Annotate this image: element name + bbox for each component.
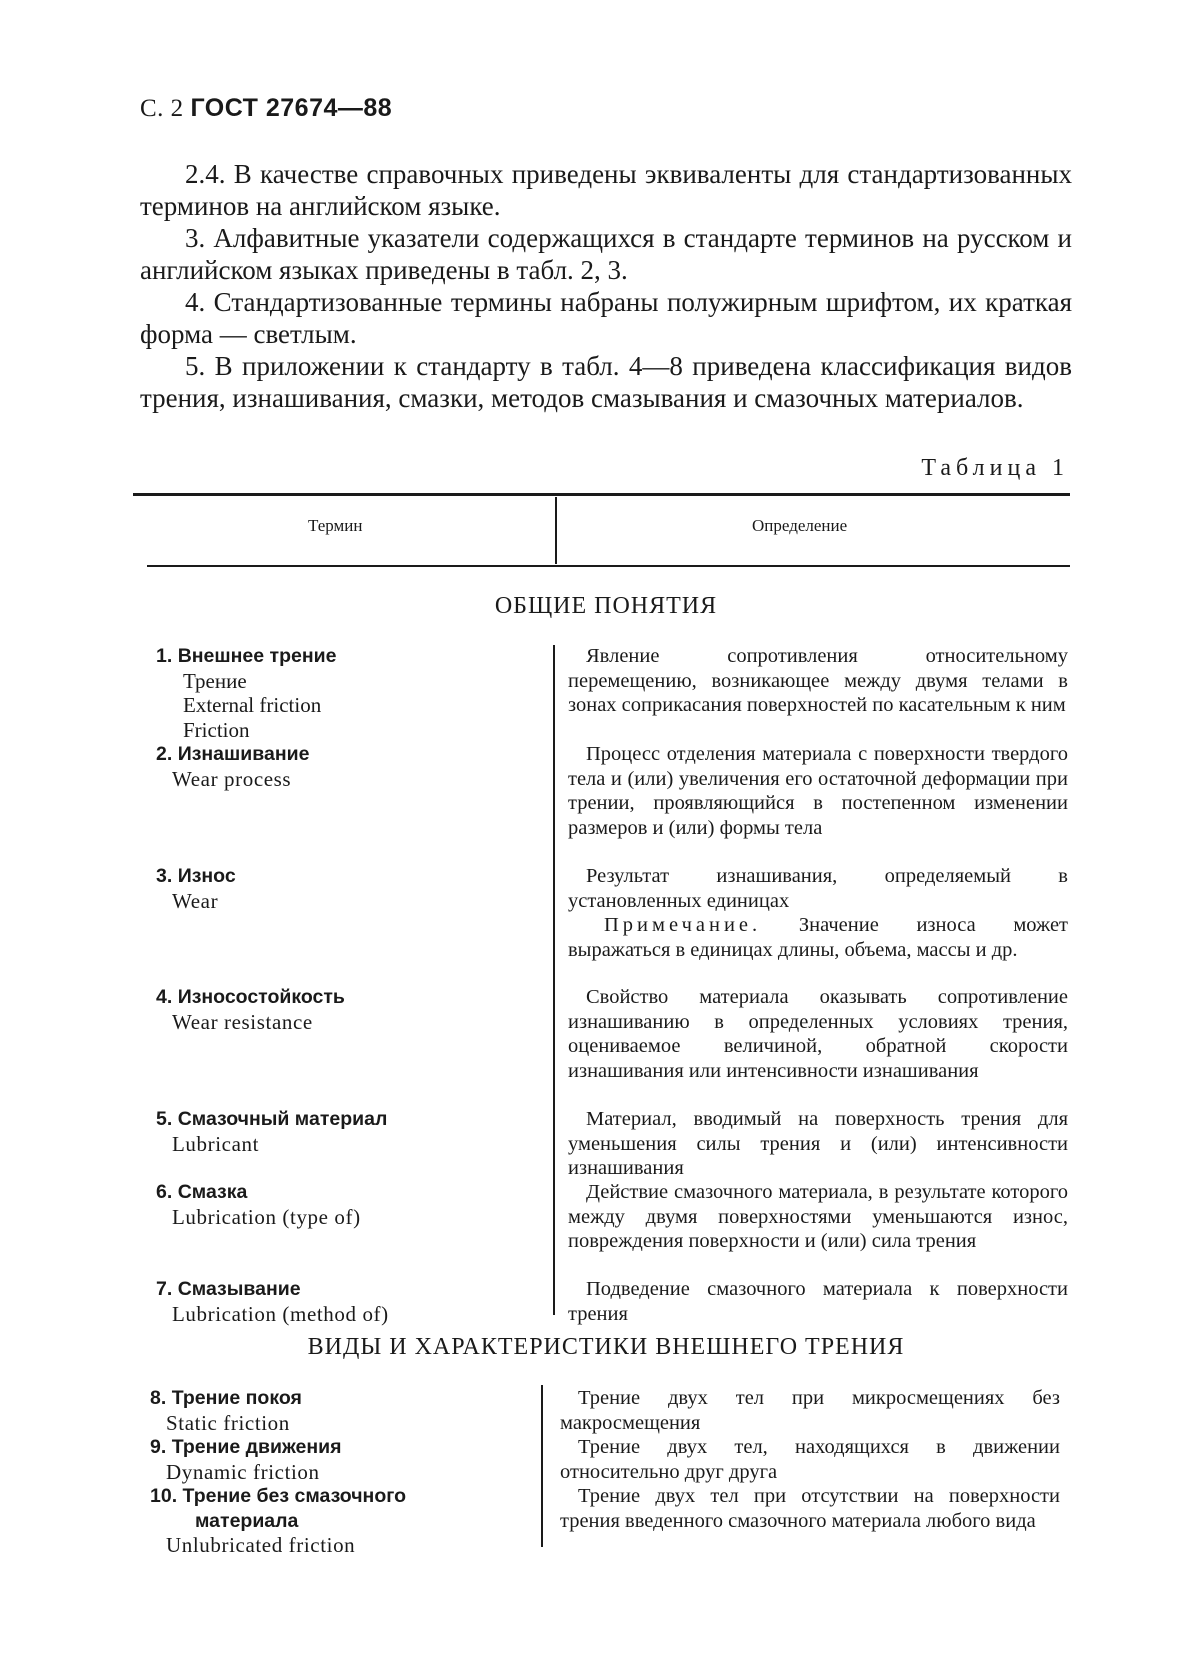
term-en: Static friction bbox=[166, 1410, 290, 1435]
standard-designation: ГОСТ 27674—88 bbox=[190, 94, 393, 122]
term-definition: Подведение смазочного материала к поверхности трения bbox=[568, 1278, 1068, 1325]
term-en: Lubricant bbox=[172, 1131, 260, 1156]
column-header-term: Термин bbox=[308, 516, 363, 535]
note-label: Примечание. bbox=[604, 914, 762, 936]
term-ru: Трение без смазочного bbox=[182, 1485, 407, 1507]
section-title: ОБЩИЕ ПОНЯТИЯ bbox=[494, 593, 718, 619]
term-ru: Трение движения bbox=[171, 1436, 342, 1458]
term-definition: Явление сопротивления относительному перемещению, возникающее между двумя телами в зонах соприкасания поверхностей по касательным к ним bbox=[568, 645, 1068, 716]
table-top-rule bbox=[133, 493, 1070, 496]
term-entry: 5. Смазочный материал Lubricant bbox=[156, 1107, 546, 1156]
term-definition: Трение двух тел при отсутствии на поверхности трения введенного смазочного материала любого вида bbox=[560, 1485, 1060, 1532]
term-definition: Результат изнашивания, определяемый в установленных единицах Примечание. Значение износа может выражаться в единицах длины, объема, массы и др. bbox=[568, 865, 1068, 961]
table-caption: Таблица 1 bbox=[921, 455, 1069, 481]
term-entry: 2. Изнашивание Wear process bbox=[156, 742, 546, 791]
term-definition: Действие смазочного материала, в результате которого между двумя поверхностями уменьшаются износ, повреждения поверхности и (или) сила трения bbox=[568, 1181, 1068, 1252]
term-en: Unlubricated friction bbox=[166, 1533, 356, 1557]
term-ru: Трение покоя bbox=[171, 1387, 302, 1409]
term-entry: 10. Трение без смазочного материала Unlubricated friction bbox=[150, 1484, 540, 1558]
term-short-form: Трение bbox=[183, 668, 247, 693]
page-header bbox=[140, 94, 392, 123]
term-entry: 6. Смазка Lubrication (type of) bbox=[156, 1180, 546, 1229]
term-definition: Трение двух тел при микросмещениях без макросмещения bbox=[560, 1387, 1060, 1434]
intro-paragraph: 3. Алфавитные указатели содержащихся в стандарте терминов на русском и английском языках приведены в табл. 2, 3. bbox=[140, 223, 1072, 285]
term-entry: 1. Внешнее трение Трение External friction Friction bbox=[156, 644, 546, 742]
header-column-separator bbox=[555, 497, 557, 564]
intro-paragraph: 4. Стандартизованные термины набраны полужирным шрифтом, их краткая форма — светлым. bbox=[140, 287, 1072, 349]
term-en: External friction bbox=[183, 693, 322, 717]
column-header-definition: Определение bbox=[752, 516, 848, 535]
term-ru: Смазывание bbox=[177, 1278, 301, 1300]
term-definition: Свойство материала оказывать сопротивление изнашиванию в определенных условиях трения, оцениваемое величиной, обратной скорости изнашивания или интенсивности изнашивания bbox=[568, 986, 1068, 1082]
term-ru: Смазка bbox=[177, 1181, 248, 1203]
intro-paragraph: 5. В приложении к стандарту в табл. 4—8 приведена классификация видов трения, изнашивания, смазки, методов смазывания и смазочных материалов. bbox=[140, 351, 1072, 413]
section-title: ВИДЫ И ХАРАКТЕРИСТИКИ ВНЕШНЕГО ТРЕНИЯ bbox=[307, 1334, 905, 1360]
term-entry: 8. Трение покоя Static friction bbox=[150, 1386, 540, 1435]
term-ru: Износостойкость bbox=[177, 986, 345, 1008]
term-ru: Внешнее трение bbox=[177, 645, 337, 667]
term-en: Wear resistance bbox=[172, 1009, 313, 1034]
definition-note: Примечание. Значение износа может выражаться в единицах длины, объема, массы и др. bbox=[568, 914, 1068, 961]
table-header-rule bbox=[147, 565, 1070, 567]
term-entry: 3. Износ Wear bbox=[156, 864, 546, 913]
term-definition: Процесс отделения материала с поверхности твердого тела и (или) увеличения его остаточной деформации при трении, проявляющийся в постепенном изменении размеров и (или) формы тела bbox=[568, 743, 1068, 839]
term-ru: Смазочный материал bbox=[177, 1108, 388, 1130]
column-separator bbox=[541, 1385, 543, 1547]
term-ru: Изнашивание bbox=[177, 743, 310, 765]
column-separator bbox=[553, 645, 555, 1315]
term-definition: Трение двух тел, находящихся в движении относительно друг друга bbox=[560, 1436, 1060, 1483]
page-number: С. 2 bbox=[140, 95, 184, 122]
term-entry: 9. Трение движения Dynamic friction bbox=[150, 1435, 540, 1484]
term-entry: 4. Износостойкость Wear resistance bbox=[156, 985, 546, 1034]
term-ru-continued: материала bbox=[195, 1509, 299, 1532]
term-en: Dynamic friction bbox=[166, 1459, 320, 1484]
term-en: Friction bbox=[183, 717, 250, 742]
term-definition: Материал, вводимый на поверхность трения для уменьшения силы трения и (или) интенсивности изнашивания bbox=[568, 1108, 1068, 1179]
intro-text bbox=[140, 158, 1072, 414]
term-en: Wear bbox=[172, 888, 219, 913]
term-entry: 7. Смазывание Lubrication (method of) bbox=[156, 1277, 546, 1326]
term-en: Wear process bbox=[172, 766, 292, 791]
intro-paragraph: 2.4. В качестве справочных приведены эквиваленты для стандартизованных терминов на английском языке. bbox=[140, 159, 1072, 221]
term-en: Lubrication (method of) bbox=[172, 1301, 389, 1326]
term-ru: Износ bbox=[177, 865, 236, 887]
term-en: Lubrication (type of) bbox=[172, 1204, 361, 1229]
